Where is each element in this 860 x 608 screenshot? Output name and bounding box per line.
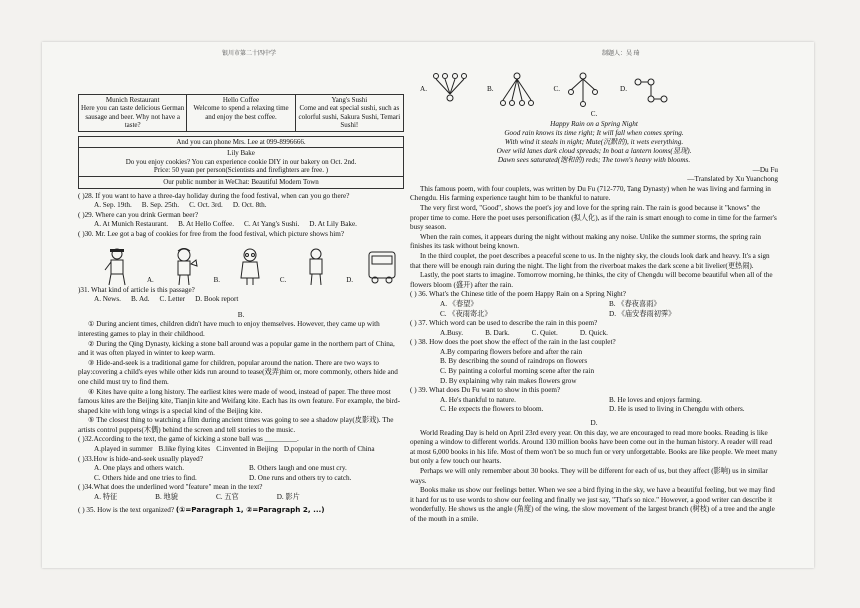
tree-label: B. bbox=[486, 85, 494, 94]
header-author: 制题人：吴 琦 bbox=[602, 51, 640, 57]
ad-yangs-sushi bbox=[295, 95, 403, 132]
option: D. 影片 bbox=[276, 493, 300, 502]
option: D. 《庙安春雨初霁》 bbox=[609, 309, 676, 318]
q37-options bbox=[410, 329, 778, 339]
option: B. 《春夜喜雨》 bbox=[609, 299, 661, 308]
option: C. Others hide and one tries to find. bbox=[94, 473, 197, 482]
q30-pictures bbox=[100, 242, 400, 286]
option: D. One runs and others try to catch. bbox=[249, 473, 352, 482]
tree-option-b bbox=[487, 72, 537, 108]
exam-paper bbox=[42, 42, 814, 568]
tree-label: D. bbox=[620, 85, 627, 94]
option: B. He loves and enjoys farming. bbox=[609, 395, 702, 404]
q39-options bbox=[410, 396, 778, 415]
option: C. Quiet. bbox=[531, 328, 558, 337]
left-column bbox=[78, 70, 404, 515]
poem-line: Dawn sees saturated(饱和的) reds; The town's heavy with blooms. bbox=[497, 156, 691, 165]
section-b-para-4: ④ Kites have quite a long history. The earliest kites were made of wood, instead of paper. The three most famous kites are the Beijing kite, Tianjin kite and Weifang kite. Each has its own feature. For example, the bird-shaped kite with long wings is a special kind of the Beijing kite. bbox=[78, 387, 401, 415]
option: C. He expects the flowers to bloom. bbox=[440, 405, 544, 414]
option: A. One plays and others watch. bbox=[94, 464, 185, 473]
option: A. 《春望》 bbox=[440, 299, 478, 308]
tree-option-c bbox=[553, 72, 603, 108]
picture-label-c: C. bbox=[279, 275, 287, 284]
section-b-para-1: ① During ancient times, children didn't have much to enjoy themselves. However, they came up with interesting games to play in their childhood. bbox=[78, 320, 380, 338]
q38-options bbox=[410, 348, 778, 386]
tree-option-d bbox=[620, 72, 670, 108]
picture-label-a: A. bbox=[146, 275, 154, 284]
question-30: ( )30. Mr. Lee got a bag of cookies for free from the food festival, which picture shows him? bbox=[78, 229, 345, 238]
q35-tree-options bbox=[420, 70, 670, 110]
option: D. Quick. bbox=[579, 328, 608, 337]
question-38: ( ) 38. How does the poet show the effect of the rain in the last couplet? bbox=[410, 338, 616, 347]
phone-line: And you can phone Mrs. Lee at 099-8996666. bbox=[79, 137, 403, 149]
option: C.invented in Beijing bbox=[216, 445, 278, 454]
section-c-para-4: In the third couplet, the poet describes a peaceful scene to us. In the nighty sky, the clouds look dark and heavy. It's a sign that there will be enough rain during the night. The light from the riverboat makes the dark scene a bit livelier(更热闹). bbox=[410, 251, 770, 270]
question-35-text: ( ) 35. How is the text organized? bbox=[78, 505, 175, 514]
poem-author: —Du Fu bbox=[752, 165, 778, 174]
option: D.popular in the north of China bbox=[283, 445, 375, 454]
ad-munich bbox=[79, 95, 187, 132]
q28-options bbox=[78, 201, 404, 211]
option: C. Oct. 3rd. bbox=[189, 201, 223, 210]
option: C. At Yang's Sushi. bbox=[244, 220, 300, 229]
option: B. Dark. bbox=[485, 328, 510, 337]
question-29: ( )29. Where can you drink German beer? bbox=[78, 210, 199, 219]
ads-table bbox=[78, 94, 404, 132]
bus-picture bbox=[366, 246, 400, 286]
ad-hello-coffee bbox=[187, 95, 295, 132]
question-31: )31. What kind of article is this passage? bbox=[78, 285, 195, 294]
question-34: ( )34.What does the underlined word "feature" mean in the text? bbox=[78, 483, 263, 492]
picture-label-b: B. bbox=[213, 275, 221, 284]
section-d-para-3: Books make us show our feelings better. When we see a bird flying in the sky, we have a beautiful feeling, but we may find it hard for us to use words to show our feeling and finally we just say, "That's so nice." However, a good writer can describe it wonderfully. He shows us the angle (角度) of the wing, the slow movement of the largest branch (树枝) of a tree and the angle of the mouth in a smile. bbox=[410, 486, 775, 523]
poem-translator: —Translated by Xu Yuanchong bbox=[687, 175, 778, 184]
scientist-picture bbox=[167, 246, 201, 286]
option: C. 五官 bbox=[215, 493, 239, 502]
question-39: ( ) 39. What does Du Fu want to show in this poem? bbox=[410, 386, 561, 395]
poem-line: Over wild lanes dark cloud spreads; In boat a lantern looms(显现). bbox=[496, 147, 692, 156]
driver-picture bbox=[299, 246, 333, 286]
option: A.played in summer bbox=[94, 445, 153, 454]
teacher-picture bbox=[233, 246, 267, 286]
section-c-para-3: When the rain comes, it appears during the night without making any noise. Unlike the summer storms, the spring rain finishes its task without being known. bbox=[410, 232, 761, 251]
option: A. News. bbox=[94, 295, 121, 304]
ad-text: Here you can taste delicious German sausage and beer. Why not have a taste? bbox=[81, 104, 185, 130]
section-b-para-2: ② During the Qing Dynasty, kicking a stone ball around was a popular game in the northern part of China, and it was often played in winter to keep warm. bbox=[78, 339, 395, 358]
question-28: ( )28. If you want to have a three-day holiday during the food festival, when can you go there? bbox=[78, 191, 350, 200]
picture-label-d: D. bbox=[346, 275, 354, 284]
section-b-para-3: ③ Hide-and-seek is a traditional game for children, popular around the nation. There are two ways to play:covering a child's eyes while other kids run around to tease(戏弄)him or, more commonly, others hide and one child must try to find them. bbox=[78, 358, 398, 386]
firefighter-picture bbox=[100, 246, 134, 286]
question-32: ( )32.According to the text, the game of kicking a stone ball was _________. bbox=[78, 435, 299, 444]
ad-title: Munich Restaurant bbox=[105, 96, 160, 104]
option: A.By comparing flowers before and after the rain bbox=[440, 347, 583, 356]
ad-title: Hello Coffee bbox=[222, 96, 260, 104]
section-b-label: B. bbox=[237, 310, 245, 319]
ad-text: Come and eat special sushi, such as colorful sushi, Sakura Sushi, Temari Sushi! bbox=[298, 104, 401, 130]
option: B. Ad. bbox=[130, 295, 150, 304]
header-school: 银川市第二十四中学 bbox=[222, 51, 277, 57]
question-35 bbox=[78, 505, 404, 516]
right-column bbox=[410, 70, 778, 525]
option: B.like flying kites bbox=[158, 445, 211, 454]
lily-line1: Do you enjoy cookies? You can experience cookie DIY in our bakery on Oct. 2nd. bbox=[125, 157, 357, 166]
question-36: ( ) 36. What's the Chinese title of the poem Happy Rain on a Spring Night? bbox=[410, 290, 626, 299]
section-d-para-2: Perhaps we will only remember about 30 books. They will be different for each of us, but they affect (影响) us in similar ways. bbox=[410, 467, 768, 485]
option: B. Sep. 25th. bbox=[141, 201, 180, 210]
wechat-line: Our public number in WeChat: Beautiful Modern Town bbox=[163, 178, 319, 186]
section-c-para-5: Lastly, the poet starts to imagine. Tomorrow morning, he thinks, the city of Chengdu will become beautiful when all of the flowers bloom (盛开) after the rain. bbox=[410, 271, 773, 289]
question-35-note: (①=Paragraph 1, ②=Paragraph 2, ...) bbox=[175, 504, 325, 514]
section-b-para-5: ⑤ The closest thing to watching a film during ancient times was going to see a shadow play(皮影戏). The artists control puppets(木偶) behind the screen and tell stories to the music. bbox=[78, 416, 394, 434]
option: D. At Lily Bake. bbox=[309, 220, 357, 229]
option: D. Oct. 8th. bbox=[232, 201, 267, 210]
option: C. By painting a colorful morning scene after the rain bbox=[440, 367, 595, 376]
option: A. Sep. 19th. bbox=[94, 201, 132, 210]
lily-bake-info bbox=[79, 148, 403, 177]
question-37: ( ) 37. Which word can be used to describe the rain in this poem? bbox=[410, 319, 598, 328]
lily-line2: Price: 50 yuan per person(Scientists and firefighters are free. ) bbox=[153, 166, 329, 175]
option: C. 《夜雨寄北》 bbox=[440, 309, 492, 318]
option: A.Busy. bbox=[440, 328, 464, 337]
option: B. By describing the sound of raindrops on flowers bbox=[440, 357, 588, 366]
option: A. He's thankful to nature. bbox=[440, 395, 516, 404]
option: B. At Hello Coffee. bbox=[178, 220, 235, 229]
option: D. He is used to living in Chengdu with others. bbox=[609, 405, 745, 414]
section-c-para-1: This famous poem, with four couplets, was written by Du Fu (712-770, Tang Dynasty) when he was living and farming in Chengdu. His farming experience taught him to be thankful to nature. bbox=[410, 184, 771, 203]
tree-label: C. bbox=[553, 85, 561, 94]
q36-options bbox=[410, 300, 778, 319]
option: B. 地貌 bbox=[155, 493, 178, 502]
poem-line: Good rain knows its time right; It will fall when comes spring. bbox=[504, 128, 684, 137]
option: A. At Munich Restaurant. bbox=[94, 220, 169, 229]
section-d-label: D. bbox=[590, 419, 598, 428]
lily-title: Lily Bake bbox=[227, 149, 255, 158]
q31-options bbox=[78, 295, 404, 305]
poem bbox=[410, 120, 778, 166]
q29-options bbox=[78, 220, 404, 230]
section-c-para-2: The very first word, "Good", shows the poet's joy and love for the spring rain. The rain is good because it "knows" the proper time to come. Here the poet uses personification (拟人化), as if the rain is smart enough to come in time for the farmer's busy season. bbox=[410, 203, 777, 232]
lily-bake-box bbox=[78, 136, 404, 189]
tree-option-a bbox=[420, 72, 470, 108]
option: D. By explaining why rain makes flowers grow bbox=[440, 376, 577, 385]
section-d-para-1: World Reading Day is held on April 23rd every year. On this day, we are encouraged to read more books. Reading is like opening a window to different worlds. Around 130 million books have been come out in the human history. A reader will read at most 6,000 books in his life. Most of them won't be so much fun or very unforgettable. Books are like people. We meet many but only a few touch our hearts. bbox=[410, 428, 778, 466]
q34-options bbox=[78, 493, 404, 503]
q33-options bbox=[78, 464, 404, 483]
poem-line: With wind it steals in night; Mute(沉默的), it wets everything. bbox=[504, 138, 684, 146]
option: A. 特征 bbox=[94, 493, 118, 502]
option: D. Book report bbox=[195, 295, 239, 304]
ad-title: Yang's Sushi bbox=[331, 96, 368, 104]
section-c-label: C. bbox=[590, 110, 598, 118]
q32-options bbox=[78, 445, 404, 455]
question-33: ( )33.How is hide-and-seek usually played? bbox=[78, 454, 203, 463]
ad-text: Welcome to spend a relaxing time and enjoy the best coffee. bbox=[193, 104, 289, 121]
tree-label: A. bbox=[420, 85, 427, 94]
option: B. Others laugh and one must cry. bbox=[249, 464, 347, 473]
option: C. Letter bbox=[159, 295, 186, 304]
poem-title: Happy Rain on a Spring Night bbox=[550, 119, 638, 128]
